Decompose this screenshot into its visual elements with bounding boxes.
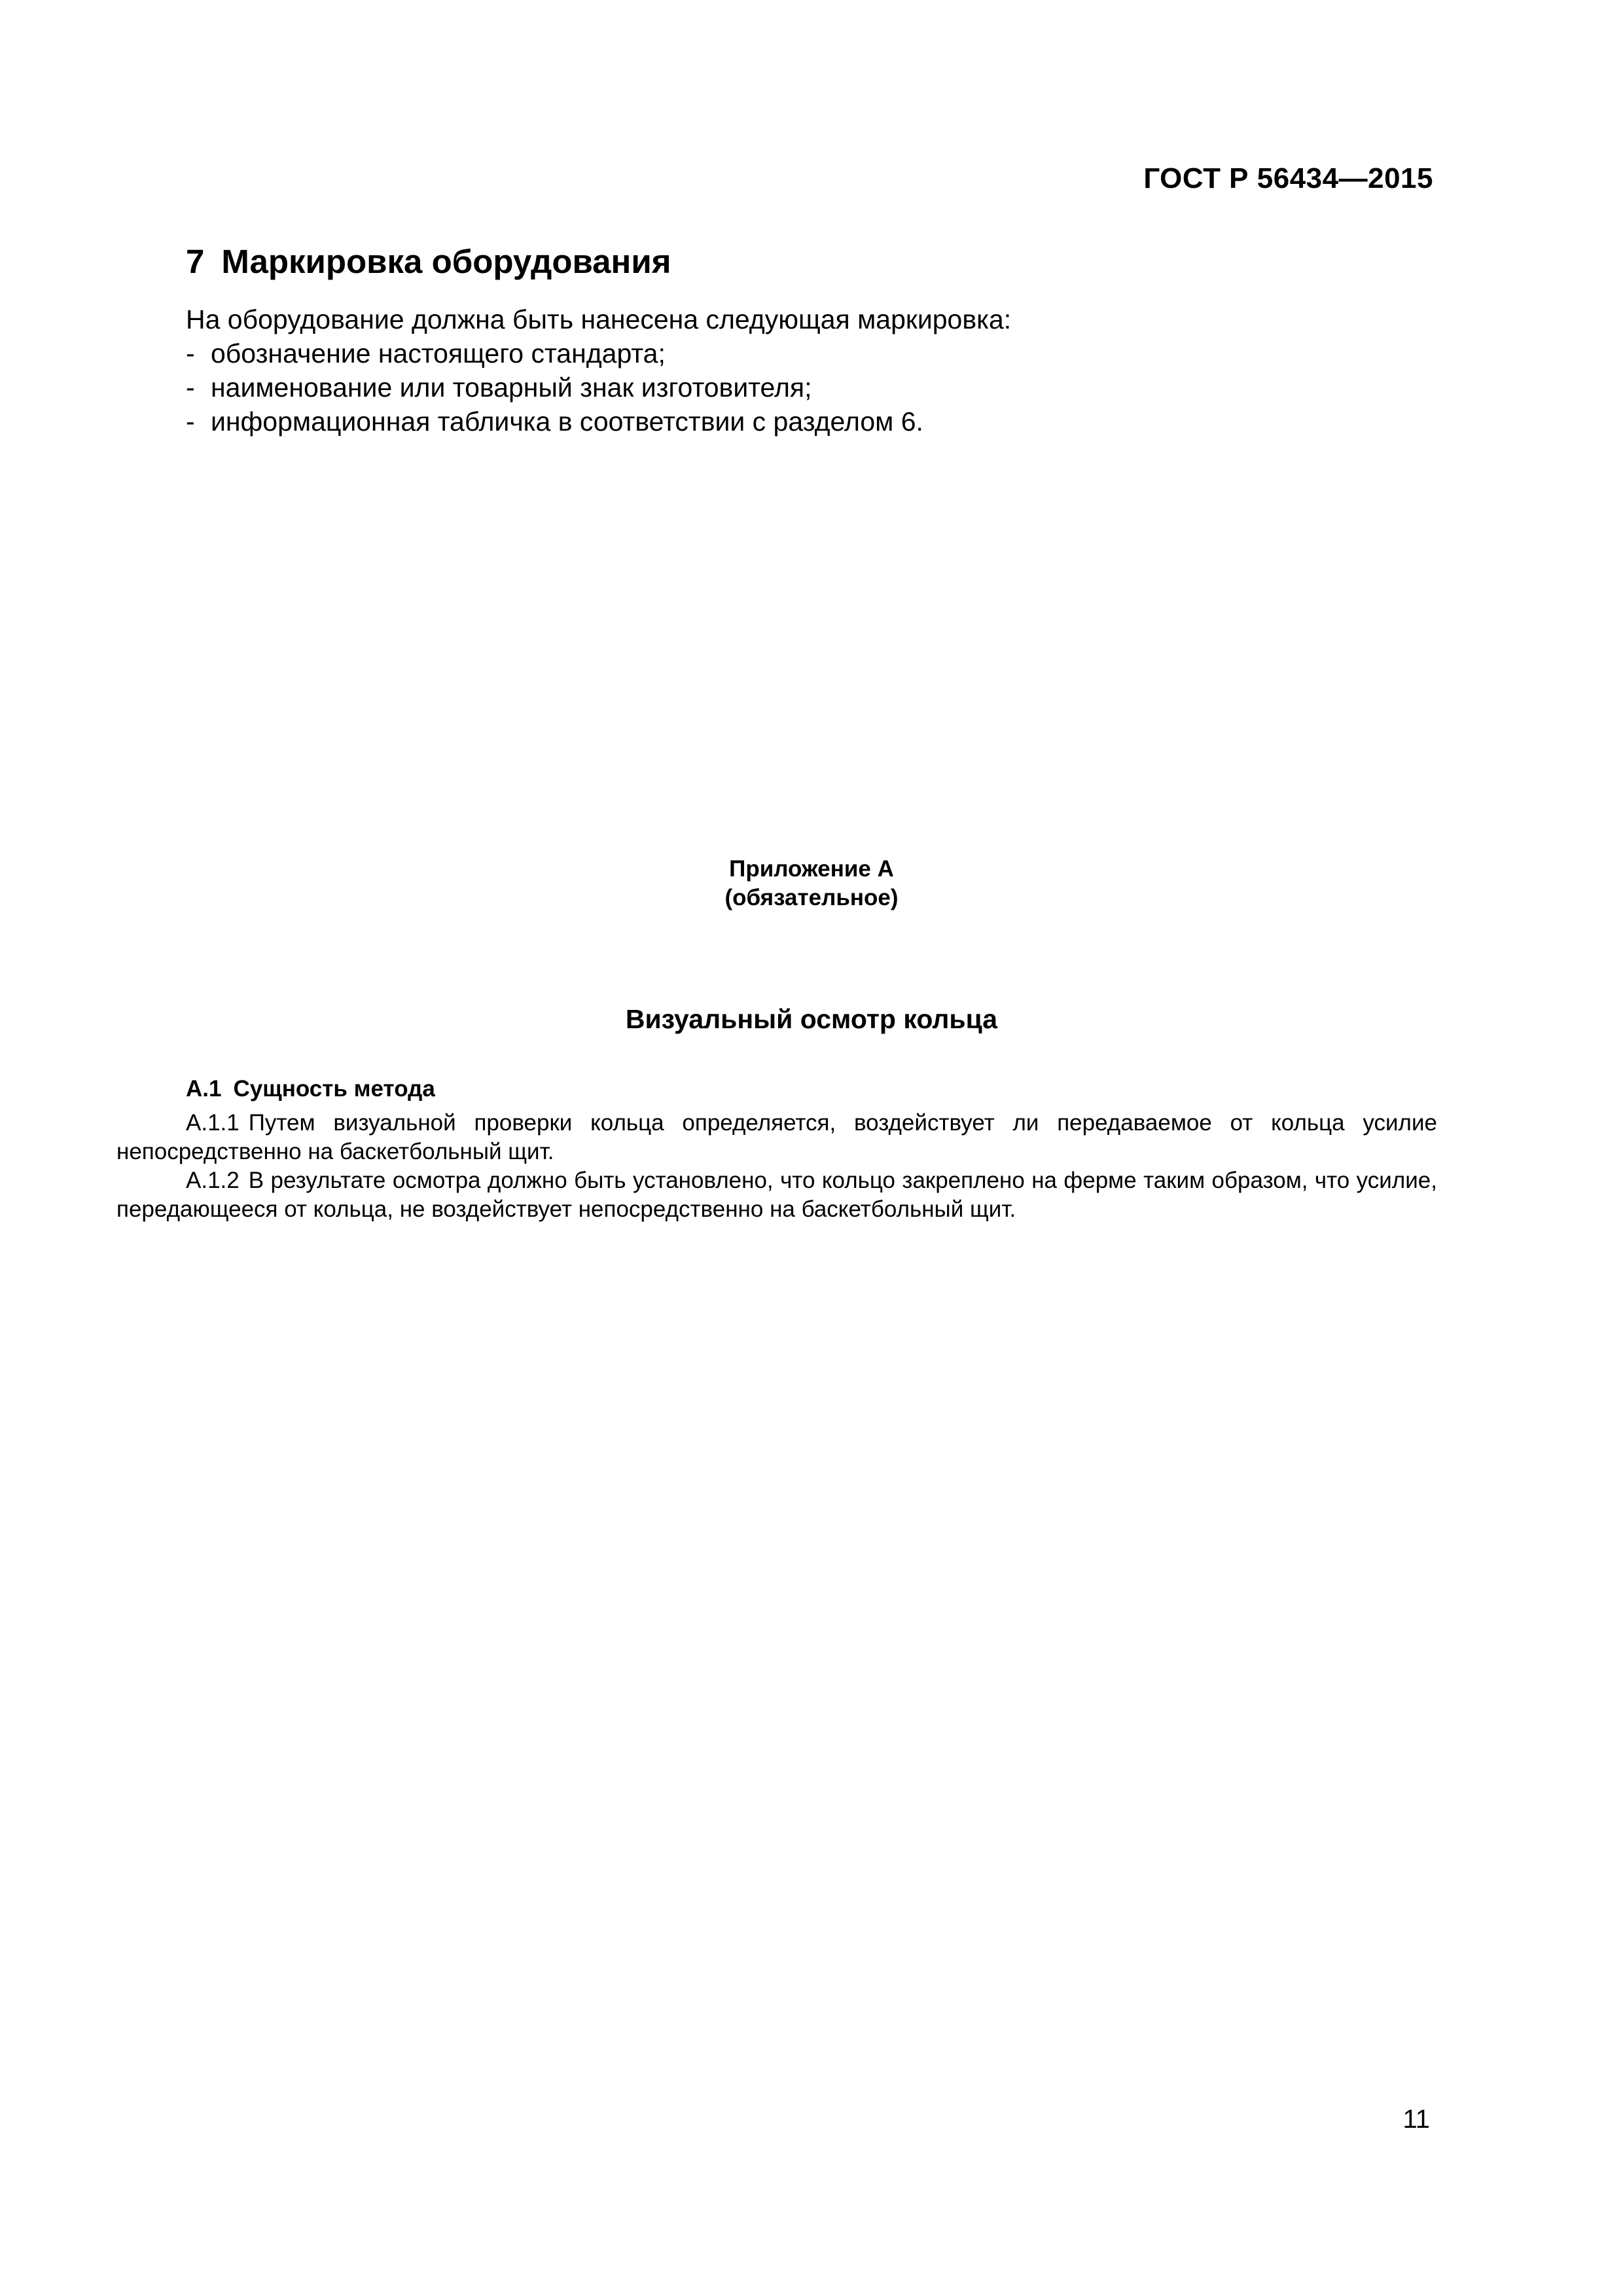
bullet-dash: - xyxy=(186,338,195,368)
section-intro: На оборудование должна быть нанесена следующая маркировка: xyxy=(186,304,1012,334)
subsection-heading xyxy=(186,1075,435,1103)
paragraph-number: А.1.1 xyxy=(186,1110,240,1136)
list-item-text: наименование или товарный знак изготовителя; xyxy=(211,372,812,403)
section-title-text: Маркировка оборудования xyxy=(221,243,671,280)
paragraph-number: А.1.2 xyxy=(186,1168,240,1193)
list-item xyxy=(186,336,923,370)
list-item xyxy=(186,370,923,404)
section-number: 7 xyxy=(186,243,205,280)
list-item-text: обозначение настоящего стандарта; xyxy=(211,338,666,368)
page-number: 11 xyxy=(1402,2105,1430,2134)
list-item xyxy=(186,404,923,439)
subsection-title: Сущность метода xyxy=(233,1076,435,1102)
paragraph-a12 xyxy=(116,1166,1437,1224)
section-title xyxy=(186,242,671,281)
paragraph-a11 xyxy=(116,1109,1437,1166)
bullet-dash: - xyxy=(186,372,195,403)
list-item-text: информационная табличка в соответствии с разделом 6. xyxy=(211,406,923,437)
marking-list xyxy=(186,336,923,439)
appendix-heading: Визуальный осмотр кольца xyxy=(625,1004,998,1034)
document-code: ГОСТ Р 56434—2015 xyxy=(1143,162,1433,194)
subsection-number: А.1 xyxy=(186,1076,222,1102)
paragraph-text: Путем визуальной проверки кольца определяется, воздействует ли передаваемое от кольца усилие непосредственно на баскетбольный щит. xyxy=(116,1110,1437,1164)
paragraph-text: В результате осмотра должно быть установлено, что кольцо закреплено на ферме таким образом, что усилие, передающееся от кольца, не воздействует непосредственно на баскетбольный щит. xyxy=(116,1168,1437,1222)
appendix-title: Приложение А xyxy=(729,856,894,882)
bullet-dash: - xyxy=(186,406,195,437)
appendix-type: (обязательное) xyxy=(724,885,899,910)
